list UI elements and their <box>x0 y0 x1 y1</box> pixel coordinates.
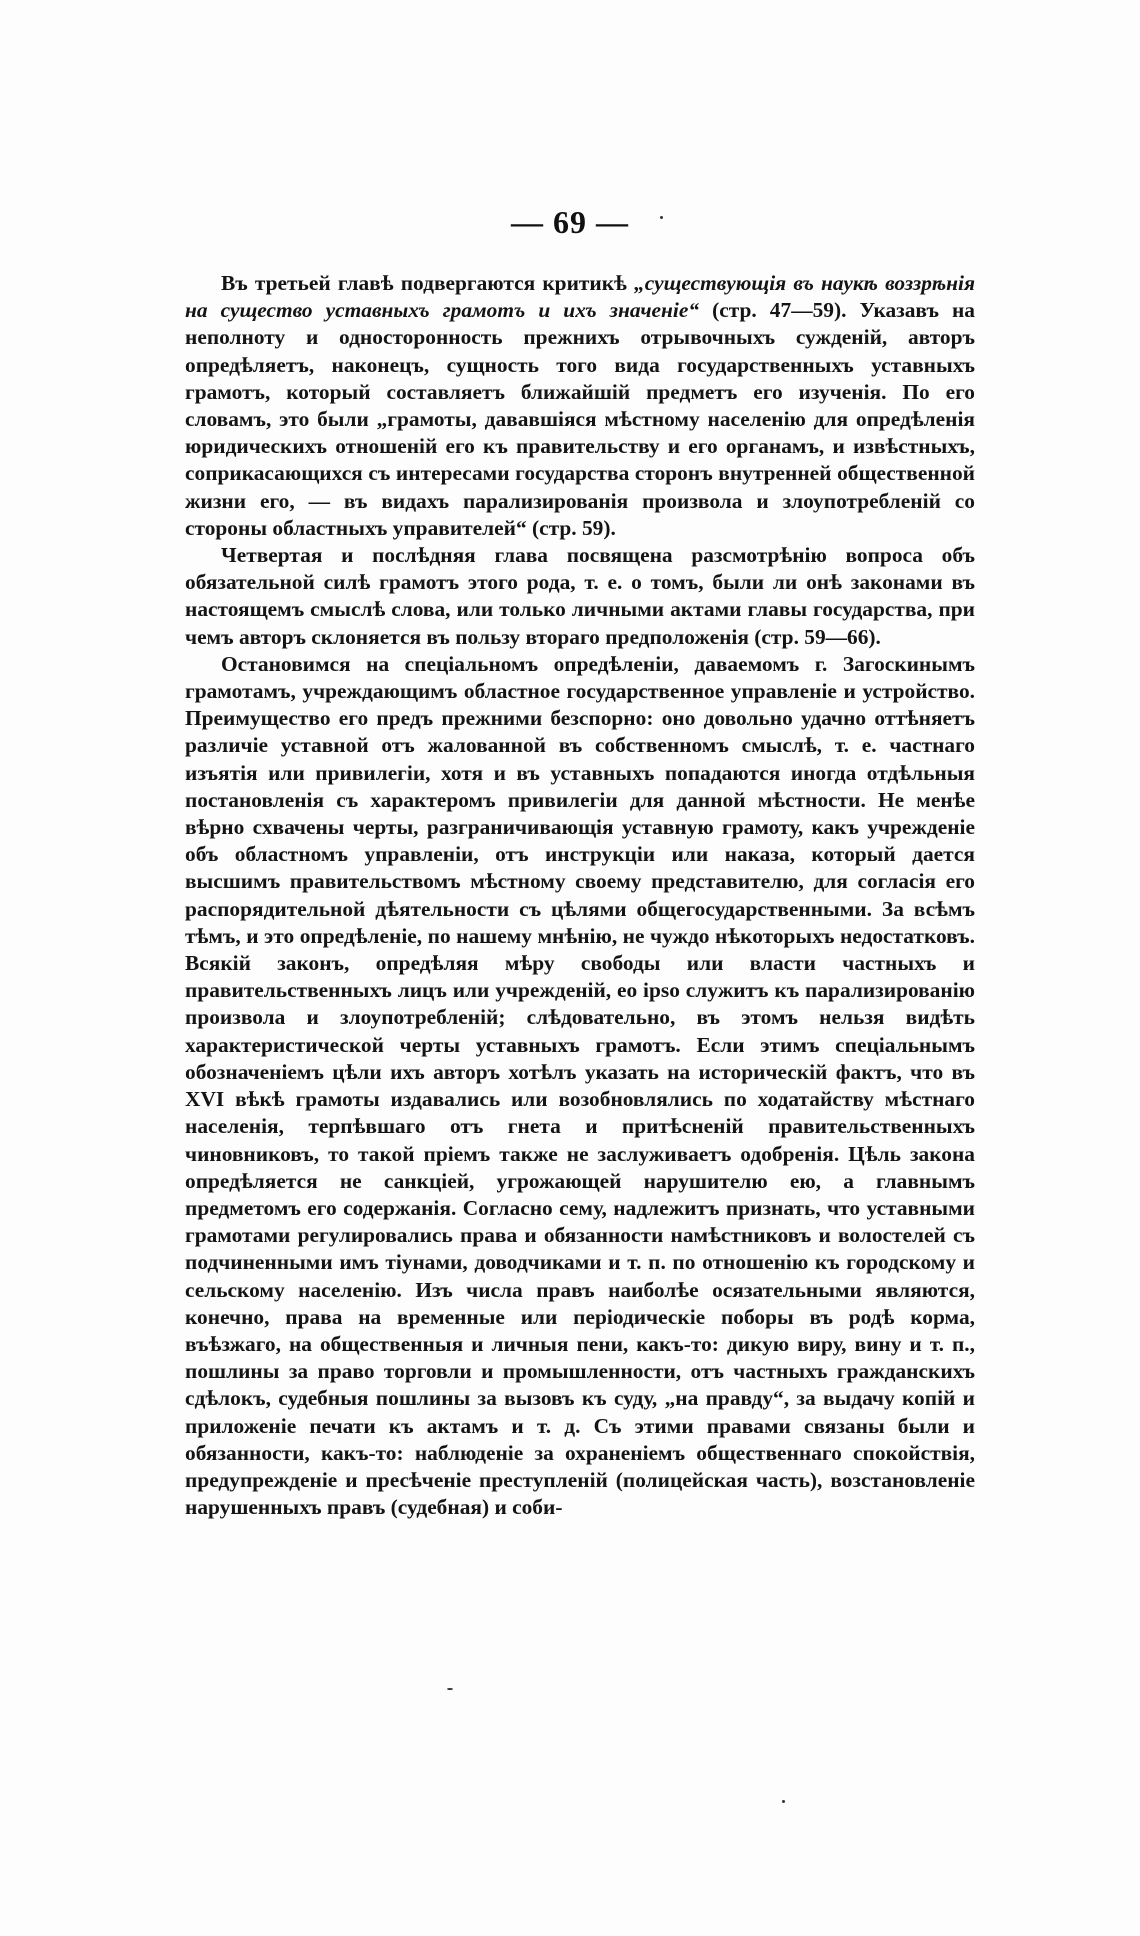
print-speck <box>660 216 663 219</box>
paragraph-text: (стр. 47—59). Указавъ на неполноту и односторонность прежнихъ отрывочныхъ сужденій, авторъ опредѣляетъ, наконецъ, сущность того вида государственныхъ уставныхъ грамотъ, который составляетъ ближайшій предметъ его изученія. По его словамъ, это были „грамоты, дававшіяся мѣстному населенію для опредѣленія юридическихъ отношеній его къ правительству и его органамъ, и извѣстныхъ, соприкасающихся съ интересами государства сторонъ внутренней общественной жизни его, — въ видахъ парализированія произвола и злоупотребленій со стороны областныхъ управителей“ (стр. 59). <box>185 298 976 540</box>
paragraph-chapter-three <box>185 270 975 542</box>
paragraph-text: Въ третьей главѣ подвергаются критикѣ <box>221 271 635 295</box>
italic-quote: „существующія въ наукѣ воззрѣнія на существо уставныхъ грамотъ и ихъ значеніе“ <box>185 271 975 323</box>
print-speck <box>447 1688 453 1690</box>
paragraph-chapter-four <box>185 542 975 651</box>
paragraph-definition-critique <box>185 651 975 1522</box>
body-text <box>185 270 975 1521</box>
page-number: — 69 — <box>511 204 629 240</box>
paragraph-text: Остановимся на спеціальномъ опредѣленіи, даваемомъ г. Загоскинымъ грамотамъ, учреждающимъ областное государственное управленіе и устройство. Преимущество его предъ прежними безспорно: оно довольно удачно оттѣняетъ различіе уставной отъ жалованной въ собственномъ смыслѣ, т. е. частнаго изъятія или привилегіи, хотя и въ уставныхъ попадаются иногда отдѣльныя постановленія съ характеромъ привилегіи для данной мѣстности. Не менѣе вѣрно схвачены черты, разграничивающія уставную грамоту, какъ учрежденіе объ областномъ управленіи, отъ инструкціи или наказа, который дается высшимъ правительствомъ мѣстному своему представителю, для согласія его распорядительной дѣятельности съ цѣлями общегосударственными. За всѣмъ тѣмъ, и это опредѣленіе, по нашему мнѣнію, не чуждо нѣкоторыхъ недостатковъ. Всякій законъ, опредѣляя мѣру свободы или власти частныхъ и правительственныхъ лицъ или учрежденій, eo ipso служитъ къ парализированію произвола и злоупотребленій; слѣдовательно, въ этомъ нельзя видѣть характеристической черты уставныхъ грамотъ. Если этимъ спеціальнымъ обозначеніемъ цѣли ихъ авторъ хотѣлъ указать на историческій фактъ, что въ XVI вѣкѣ грамоты издавались или возобновлялись по ходатайству мѣстнаго населенія, терпѣвшаго отъ гнета и притѣсненій правительственныхъ чиновниковъ, то такой пріемъ также не заслуживаетъ одобренія. Цѣль закона опредѣляется не санкціей, угрожающей нарушителю ею, а главнымъ предметомъ его содержанія. Согласно сему, надлежитъ признать, что уставными грамотами регулировались права и обязанности намѣстниковъ и волостелей съ подчиненными имъ тіунами, доводчиками и т. п. по отношенію къ городскому и сельскому населенію. Изъ числа правъ наиболѣе осязательными являются, конечно, права на временные или періодическіе поборы въ родѣ корма, въѣзжаго, на общественныя и личныя пени, какъ-то: дикую виру, вину и т. п., пошлины за право торговли и промышленности, отъ частныхъ гражданскихъ сдѣлокъ, судебныя пошлины за вызовъ къ суду, „на правду“, за выдачу копій и приложеніе печати къ актамъ и т. д. Съ этими правами связаны были и обязанности, какъ-то: наблюденіе за охраненіемъ общественнаго спокойствія, предупрежденіе и пресѣченіе преступленій (полицейская часть), возстановленіе нарушенныхъ правъ (судебная) и соби- <box>185 651 975 1520</box>
print-speck <box>782 1800 785 1803</box>
paragraph-text: Четвертая и послѣдняя глава посвящена разсмотрѣнію вопроса объ обязательной силѣ грамотъ этого рода, т. е. о томъ, были ли онѣ законами въ настоящемъ смыслѣ слова, или только личными актами главы государства, при чемъ авторъ склоняется въ пользу втораго предположенія (стр. 59—66). <box>185 543 975 649</box>
